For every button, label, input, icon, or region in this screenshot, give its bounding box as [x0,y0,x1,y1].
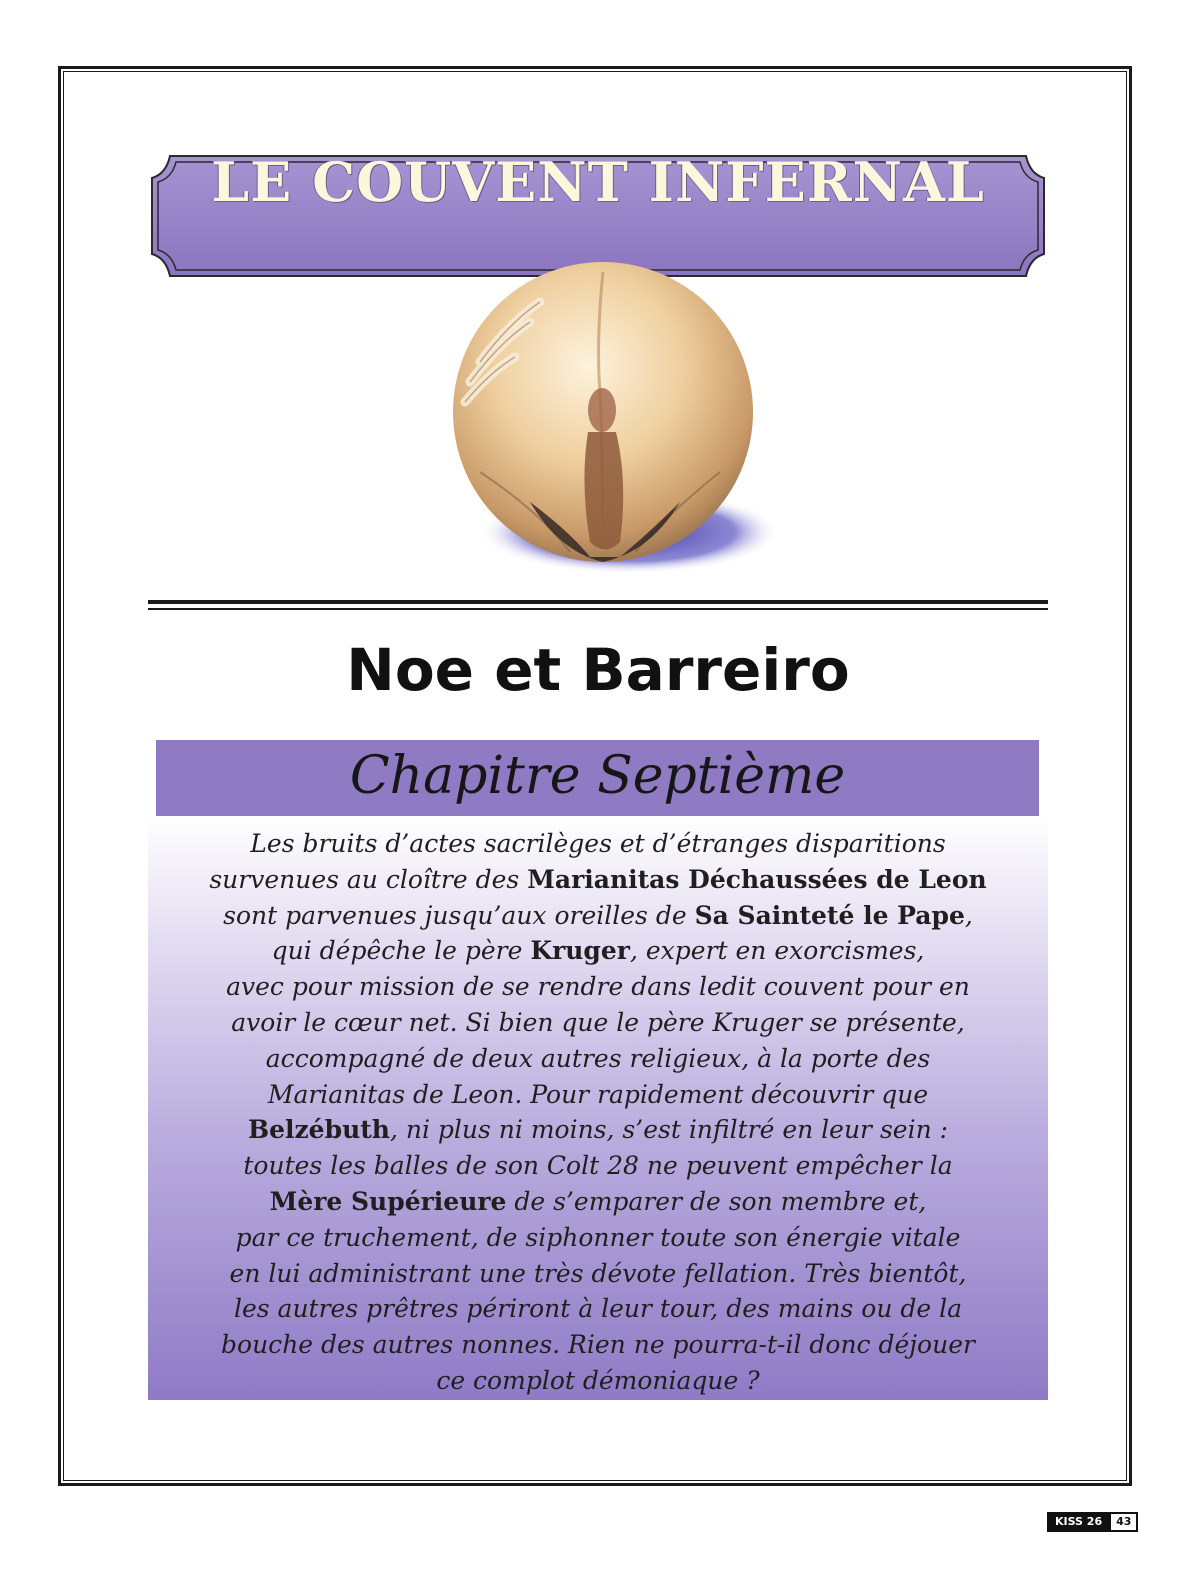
synopsis-run: bouche des autres nonnes. Rien ne pourra-t-il donc déjouer [221,1330,975,1360]
synopsis-run: de s’emparer de son membre et, [506,1186,927,1216]
synopsis-emphasis: Belzébuth [247,1115,390,1145]
synopsis-run: qui dépêche le père [271,936,531,966]
synopsis-line [148,826,1048,862]
magazine-issue: KISS 26 [1055,1515,1103,1528]
synopsis-line [148,1112,1048,1148]
synopsis-emphasis: Mère Supérieure [269,1186,507,1216]
synopsis-emphasis: Kruger [530,936,630,966]
synopsis-line [148,1077,1048,1113]
synopsis-line [148,862,1048,898]
synopsis-line [148,1005,1048,1041]
page-folio [1047,1512,1138,1532]
synopsis-run: , expert en exorcismes, [629,936,925,966]
synopsis-emphasis: Marianitas Déchaussées de Leon [527,864,987,894]
synopsis-run: sont parvenues jusqu’aux oreilles de [223,900,695,930]
synopsis-run: avoir le cœur net. Si bien que le père Kruger se présente, [231,1007,965,1037]
synopsis-run: , [964,900,973,930]
page-number: 43 [1111,1514,1136,1530]
synopsis-line [148,1184,1048,1220]
synopsis-run: survenues au cloître des [209,864,528,894]
synopsis-run: en lui administrant une très dévote fellation. Très bientôt, [229,1258,967,1288]
synopsis-run: Les bruits d’actes sacrilèges et d’étranges disparitions [250,829,946,858]
synopsis-run: avec pour mission de se rendre dans ledit couvent pour en [226,972,970,1002]
synopsis-run: accompagné de deux autres religieux, à la porte des [265,1043,931,1073]
synopsis-line [148,898,1048,934]
authors-heading: Noe et Barreiro [346,636,850,704]
synopsis-line [148,1256,1048,1292]
synopsis-line [148,1041,1048,1077]
synopsis-text [148,826,1048,1399]
synopsis-emphasis: Sa Sainteté le Pape [694,900,965,930]
chapter-title: Chapitre Septième [349,746,846,806]
synopsis-run: les autres prêtres périront à leur tour, des mains ou de la [233,1294,963,1324]
synopsis-run: , ni plus ni moins, s’est infiltré en leur sein : [389,1115,949,1145]
synopsis-line [148,969,1048,1005]
synopsis-line [148,1327,1048,1363]
sphere-illustration [420,262,780,582]
synopsis-line [148,1363,1048,1399]
synopsis-run: Marianitas de Leon. Pour rapidement découvrir que [267,1079,929,1109]
synopsis-run: par ce truchement, de siphonner toute son énergie vitale [235,1222,961,1252]
synopsis-line [148,933,1048,969]
title-banner [148,152,1048,280]
synopsis-line [148,1148,1048,1184]
magazine-section-title: LE COUVENT INFERNAL [211,150,985,214]
synopsis-line [148,1291,1048,1327]
chapter-bar [156,740,1039,816]
synopsis-run: ce complot démoniaque ? [436,1365,760,1395]
synopsis-box [148,816,1048,1400]
section-divider [148,600,1048,610]
synopsis-run: toutes les balles de son Colt 28 ne peuvent empêcher la [243,1151,953,1181]
synopsis-line [148,1220,1048,1256]
